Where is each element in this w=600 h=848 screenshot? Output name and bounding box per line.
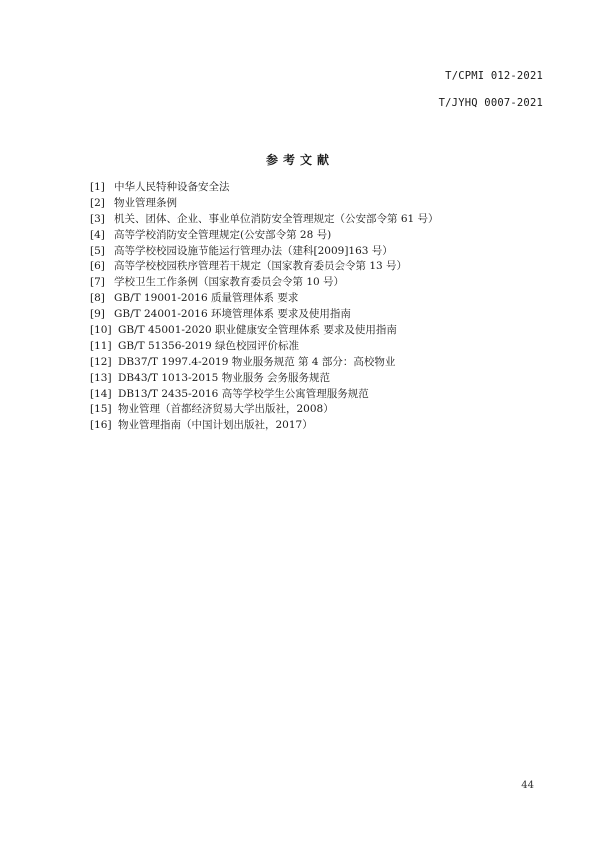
reference-text: 物业管理（首都经济贸易大学出版社，2008）: [118, 403, 334, 416]
section-title: 参考文献: [265, 153, 334, 167]
reference-text: DB37/T 1997.4-2019 物业服务规范 第 4 部分：高校物业: [118, 355, 396, 368]
reference-text: DB43/T 1013-2015 物业服务 会务服务规范: [118, 371, 331, 384]
reference-text: DB13/T 2435-2016 高等学校学生公寓管理服务规范: [118, 387, 369, 400]
reference-item: [90, 212, 540, 228]
standard-code-cpmi: T/CPMI 012-2021: [445, 70, 543, 82]
page-number: 44: [521, 780, 534, 791]
reference-item: [90, 196, 540, 212]
reference-item: [90, 418, 540, 434]
reference-text: 高等学校校园设施节能运行管理办法（建科[2009]163 号）: [114, 244, 393, 257]
reference-item: [90, 355, 540, 371]
reference-text: GB/T 51356-2019 绿色校园评价标准: [118, 339, 299, 352]
reference-number: [13]: [90, 371, 112, 384]
reference-number: [9]: [90, 308, 105, 321]
reference-item: [90, 402, 540, 418]
reference-number: [4]: [90, 228, 105, 241]
reference-item: [90, 307, 540, 323]
reference-number: [14]: [90, 387, 112, 400]
reference-text: 高等学校校园秩序管理若干规定（国家教育委员会令第 13 号）: [114, 260, 408, 273]
reference-item: [90, 228, 540, 244]
reference-number: [1]: [90, 181, 105, 193]
reference-number: [16]: [90, 419, 112, 432]
reference-list: [90, 180, 540, 434]
reference-text: GB/T 19001-2016 质量管理体系 要求: [114, 292, 299, 305]
reference-item: [90, 180, 540, 196]
reference-number: [10]: [90, 324, 112, 337]
reference-item: [90, 371, 540, 387]
reference-item: [90, 323, 540, 339]
standard-code-jyhq: T/JYHQ 0007-2021: [438, 97, 543, 109]
reference-number: [7]: [90, 276, 105, 289]
reference-text: 中华人民特种设备安全法: [114, 181, 230, 193]
reference-item: [90, 244, 540, 260]
reference-text: GB/T 24001-2016 环境管理体系 要求及使用指南: [114, 308, 351, 321]
reference-text: 机关、团体、企业、事业单位消防安全管理规定（公安部令第 61 号）: [114, 212, 439, 225]
reference-text: 学校卫生工作条例（国家教育委员会令第 10 号）: [114, 276, 345, 289]
reference-item: [90, 259, 540, 275]
reference-number: [5]: [90, 244, 105, 257]
reference-number: [11]: [90, 339, 112, 352]
reference-number: [2]: [90, 196, 105, 209]
reference-text: 物业管理指南（中国计划出版社，2017）: [118, 419, 313, 432]
reference-item: [90, 339, 540, 355]
reference-text: GB/T 45001-2020 职业健康安全管理体系 要求及使用指南: [118, 324, 397, 337]
reference-text: 物业管理条例: [114, 196, 177, 209]
reference-item: [90, 387, 540, 403]
reference-number: [15]: [90, 403, 112, 416]
reference-number: [6]: [90, 260, 105, 273]
reference-text: 高等学校消防安全管理规定(公安部令第 28 号): [114, 228, 332, 241]
reference-number: [8]: [90, 292, 105, 305]
reference-item: [90, 291, 540, 307]
reference-number: [12]: [90, 355, 112, 368]
reference-item: [90, 275, 540, 291]
reference-number: [3]: [90, 212, 105, 225]
